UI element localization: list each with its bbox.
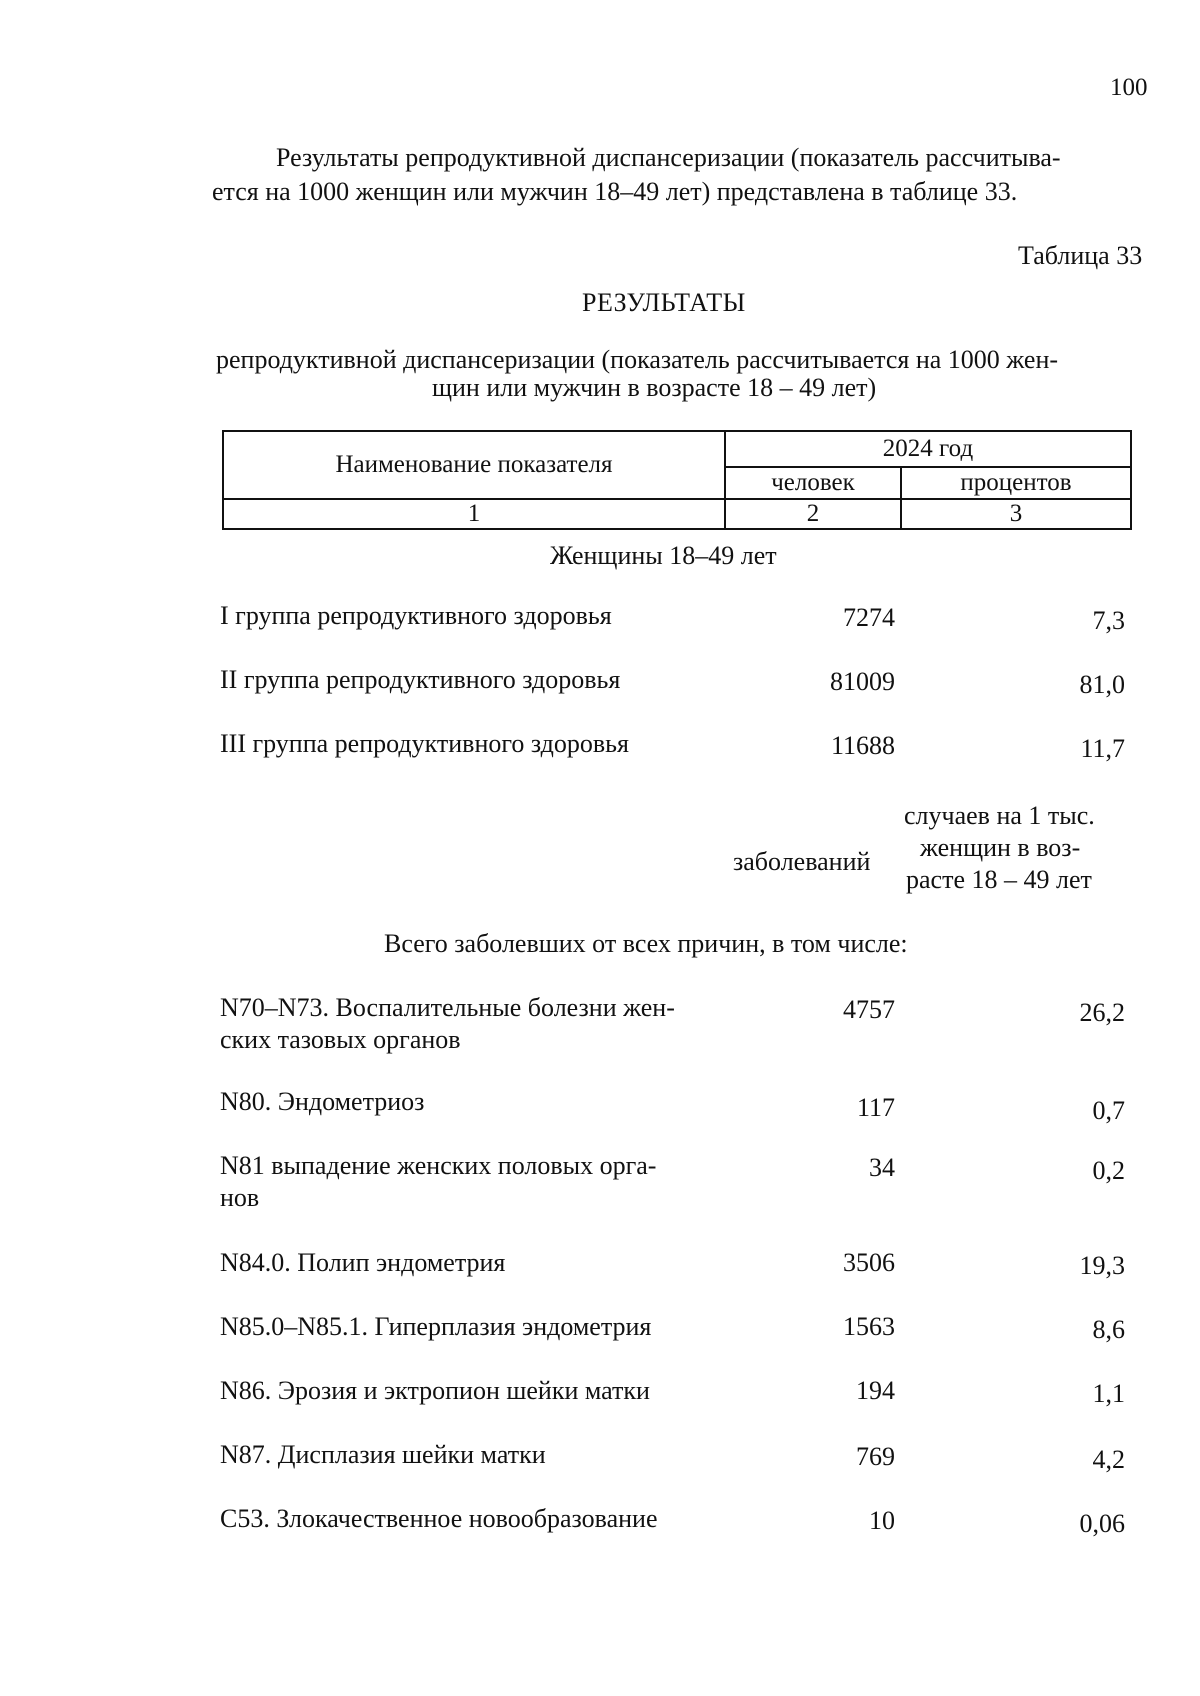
disease-label: N87. Дисплазия шейки матки: [220, 1440, 546, 1469]
disease-label: N86. Эрозия и эктропион шейки матки: [220, 1376, 650, 1405]
header-col-num-2: 2: [725, 499, 901, 529]
disease-label-cont: ских тазовых органов: [220, 1025, 461, 1054]
group-percent: 7,3: [1092, 606, 1125, 635]
disease-cases: 10: [869, 1506, 895, 1535]
disease-label: N81 выпадение женских половых орга-: [220, 1151, 657, 1180]
disease-cases: 4757: [843, 995, 895, 1024]
group-percent: 81,0: [1079, 670, 1125, 699]
group-people: 7274: [843, 603, 895, 632]
disease-rate: 0,7: [1092, 1096, 1125, 1125]
disease-rate: 8,6: [1092, 1315, 1125, 1344]
table-label: Таблица 33: [1018, 241, 1143, 270]
table-header: [222, 430, 1132, 530]
disease-cases: 1563: [843, 1312, 895, 1341]
disease-label: N80. Эндометриоз: [220, 1087, 425, 1116]
disease-rate: 26,2: [1079, 998, 1125, 1027]
header-col-num-1: 1: [223, 499, 725, 529]
disease-cases-header: заболеваний: [733, 847, 871, 876]
disease-label-cont: нов: [220, 1183, 260, 1212]
subtitle-line-2: щин или мужчин в возрасте 18 – 49 лет): [432, 373, 877, 402]
group-people: 11688: [830, 731, 895, 760]
page-number: 100: [1110, 74, 1148, 101]
disease-rate-header-line-1: случаев на 1 тыс.: [904, 801, 1095, 830]
header-people: человек: [725, 467, 901, 499]
disease-cases: 117: [856, 1093, 895, 1122]
disease-rate: 1,1: [1092, 1379, 1125, 1408]
disease-rate: 19,3: [1079, 1251, 1125, 1280]
disease-label: N84.0. Полип эндометрия: [220, 1248, 506, 1277]
disease-rate: 4,2: [1092, 1445, 1125, 1474]
section-women: Женщины 18–49 лет: [550, 541, 777, 570]
header-name-column: Наименование показателя: [223, 431, 725, 499]
document-title: РЕЗУЛЬТАТЫ: [582, 288, 746, 317]
group-label: II группа репродуктивного здоровья: [220, 665, 621, 694]
intro-line-1: Результаты репродуктивной диспансеризации (показатель рассчитыва-: [276, 143, 1061, 172]
group-people: 81009: [830, 667, 895, 696]
disease-label: N85.0–N85.1. Гиперплазия эндометрия: [220, 1312, 652, 1341]
disease-cases: 34: [869, 1153, 895, 1182]
disease-cases: 3506: [843, 1248, 895, 1277]
header-col-num-3: 3: [901, 499, 1131, 529]
intro-line-2: ется на 1000 женщин или мужчин 18–49 лет) представлена в таблице 33.: [212, 177, 1018, 206]
disease-rate-header-line-2: женщин в воз-: [920, 833, 1081, 862]
subtitle-line-1: репродуктивной диспансеризации (показатель рассчитывается на 1000 жен-: [216, 345, 1059, 374]
header-percent: процентов: [901, 467, 1131, 499]
disease-label: С53. Злокачественное новообразование: [220, 1504, 658, 1533]
disease-cases: 194: [856, 1376, 895, 1405]
disease-rate-header-line-3: расте 18 – 49 лет: [906, 865, 1092, 894]
disease-cases: 769: [856, 1442, 895, 1471]
group-label: I группа репродуктивного здоровья: [220, 601, 612, 630]
header-year: 2024 год: [725, 431, 1131, 467]
total-label: Всего заболевших от всех причин, в том числе:: [384, 929, 908, 958]
disease-rate: 0,2: [1092, 1156, 1125, 1185]
group-label: III группа репродуктивного здоровья: [220, 729, 629, 758]
disease-rate: 0,06: [1079, 1509, 1125, 1538]
disease-label: N70–N73. Воспалительные болезни жен-: [220, 993, 675, 1022]
group-percent: 11,7: [1080, 734, 1125, 763]
